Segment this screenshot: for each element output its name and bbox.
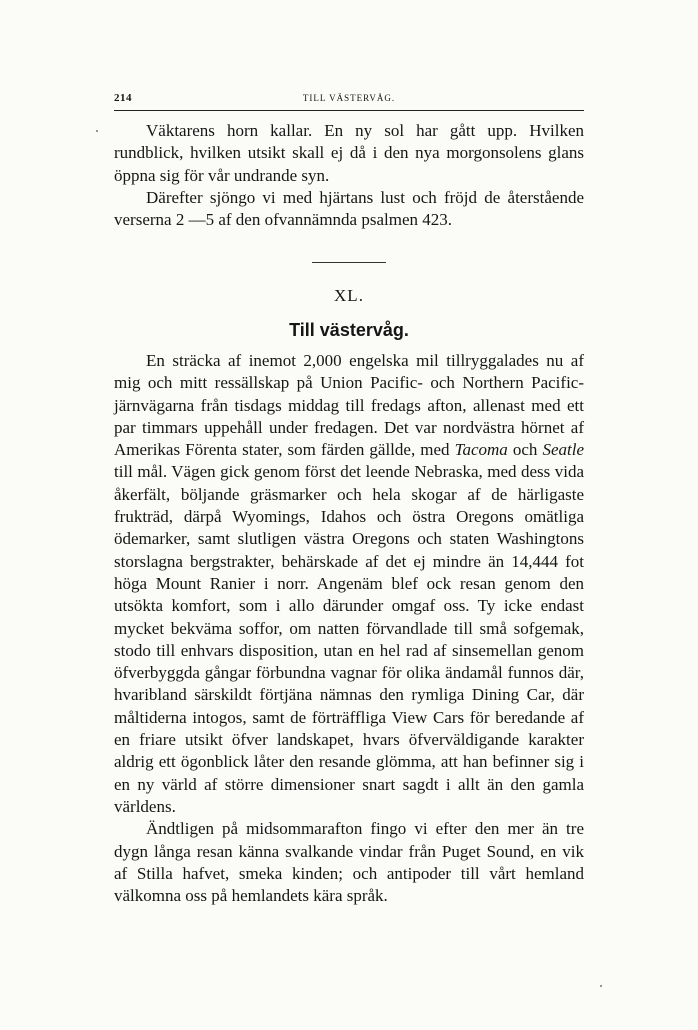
header-rule	[114, 110, 584, 111]
body-paragraph-1	[114, 350, 584, 818]
print-speck	[600, 985, 602, 987]
place-name-seatle: Seatle	[542, 440, 585, 460]
running-header	[114, 92, 584, 108]
place-name-tacoma: Tacoma	[454, 440, 508, 460]
chapter-body	[114, 350, 584, 907]
chapter-title: Till västervåg.	[289, 320, 409, 340]
intro-text	[114, 120, 584, 231]
intro-paragraph-1: Väktarens horn kallar. En ny sol har gått upp. Hvilken rundblick, hvilken utsikt skall ej då i den nya morgonsolens glans öppna sig för vår undrande syn.	[114, 121, 584, 185]
body-paragraph-1-part-a: En sträcka af inemot 2,000 engelska mil tillryggalades nu af mig och mitt ressällskap på Union Pacific- och Northern Pacific-järnvägarna från tisdags middag till fredags afton, allenast med ett par timmars uppehåll under fredagen. Det var nordvästra hörnet af Amerikas Förenta stater, som färden gällde, med	[114, 351, 584, 460]
conjunction-och: och	[512, 440, 538, 460]
body-paragraph-2: Ändtligen på midsommarafton fingo vi efter den mer än tre dygn långa resan känna svalkande vindar från Puget Sound, en vik af Stilla hafvet, smeka kinden; och antipoder till vårt hemland välkomna oss på hemlandets kära språk.	[114, 819, 584, 906]
chapter-number: XL.	[334, 286, 364, 305]
section-separator	[312, 262, 386, 263]
running-title: TILL VÄSTERVÅG.	[302, 93, 396, 103]
print-speck	[96, 130, 98, 132]
page-number: 214	[114, 92, 132, 104]
intro-paragraph-2: Därefter sjöngo vi med hjärtans lust och fröjd de återstående verserna 2 —5 af den ofvannämnda psalmen 423.	[114, 187, 584, 230]
body-paragraph-1-part-b: till mål. Vägen gick genom först det leende Nebraska, med dess vida åkerfält, böljande gräsmarker och hela skogar af de härligaste frukträd, därpå Wyomings, Idahos och östra Oregons omätliga ödemarker, samt slutligen västra Oregons och staten Washingtons storslagna bergstrakter, behärskade af det ej mindre än 14,444 fot höga Mount Ranier i norr. Angenäm blef ock resan genom den utsökta komfort, som i allo därunder omgaf oss. Ty icke endast mycket bekväma soffor, om natten förvandlade till små sofgemak, stodo till enhvars disposition, utan en hel rad af sinsemellan genom öfverbyggda gångar förbundna vagnar för olika ändamål funnos där, hvaribland särskildt förtjäna nämnas den rymliga Dining Car, där måltiderna intogos, samt de förträffliga View Cars för beredande af en friare utsikt öfver landskapet, hvars öfverväldigande karakter aldrig ett ögonblick låter den resande glömma, att han befinner sig i en ny värld af större dimensioner snart sagdt i allt än den gamla världens.	[114, 462, 584, 816]
